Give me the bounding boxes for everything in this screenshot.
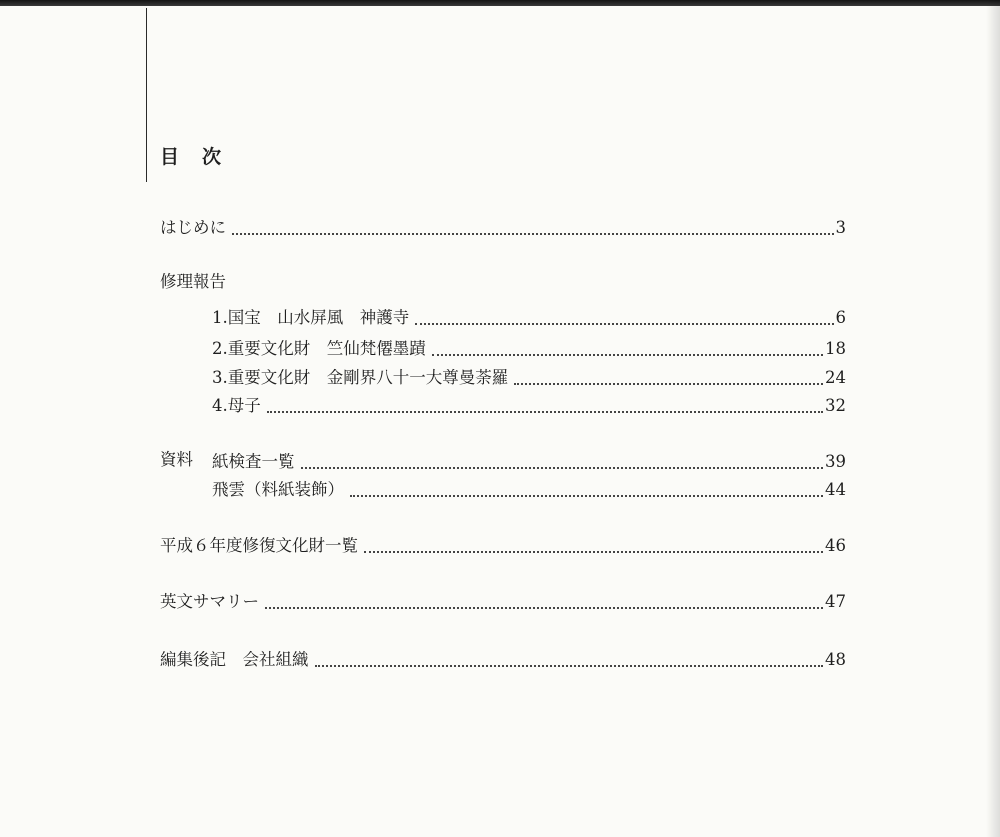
toc-entry[interactable] (212, 450, 846, 474)
toc-entry-page: 47 (825, 592, 846, 611)
toc-entry-label: 飛雲（料紙装飾） (212, 480, 344, 499)
toc-leader (301, 467, 824, 469)
toc-entry[interactable] (160, 590, 846, 614)
toc-entry-label: 2.重要文化財 竺仙梵僊墨蹟 (212, 339, 426, 358)
toc-leader (415, 323, 833, 325)
toc-leader (315, 665, 824, 667)
toc-entry-page: 48 (825, 650, 846, 669)
toc-entry-page: 24 (825, 368, 846, 387)
toc-entry[interactable] (212, 306, 846, 330)
toc-entry-page: 39 (825, 452, 846, 471)
toc-leader (364, 551, 823, 553)
page-title: 目 次 (160, 146, 224, 168)
toc-leader (265, 607, 823, 609)
toc-entry[interactable] (160, 648, 846, 672)
toc-entry[interactable] (212, 478, 846, 502)
toc-entry-label: 英文サマリー (160, 592, 259, 611)
page-right-shadow (986, 0, 1000, 837)
toc-entry-page: 3 (835, 218, 846, 237)
toc-entry[interactable] (212, 394, 846, 418)
toc-entry-page: 18 (825, 339, 846, 358)
toc-entry-page: 6 (835, 308, 846, 327)
section-heading: 修理報告 (160, 272, 226, 291)
toc-entry-label: 3.重要文化財 金剛界八十一大尊曼荼羅 (212, 368, 509, 387)
margin-rule (146, 8, 147, 182)
toc-leader (350, 495, 823, 497)
toc-entry[interactable] (212, 366, 846, 390)
toc-entry-page: 44 (825, 480, 846, 499)
toc-entry-label: 平成６年度修復文化財一覧 (160, 536, 358, 555)
toc-entry[interactable] (212, 337, 846, 361)
toc-entry-label: 4.母子 (212, 396, 261, 415)
toc-entry-page: 32 (825, 396, 846, 415)
toc-entry-label: 1.国宝 山水屏風 神護寺 (212, 308, 410, 327)
toc-entry[interactable] (160, 216, 846, 240)
toc-leader (432, 354, 823, 356)
toc-leader (232, 233, 834, 235)
toc-entry-label: 編集後記 会社組織 (160, 650, 309, 669)
toc-entry[interactable] (160, 534, 846, 558)
toc-leader (267, 411, 823, 413)
section-prefix: 資料 (160, 450, 193, 469)
toc-entry-label: 紙検査一覧 (212, 452, 295, 471)
page-top-edge (0, 0, 1000, 6)
toc-leader (514, 383, 823, 385)
toc-entry-page: 46 (825, 536, 846, 555)
toc-entry-label: はじめに (160, 218, 226, 237)
